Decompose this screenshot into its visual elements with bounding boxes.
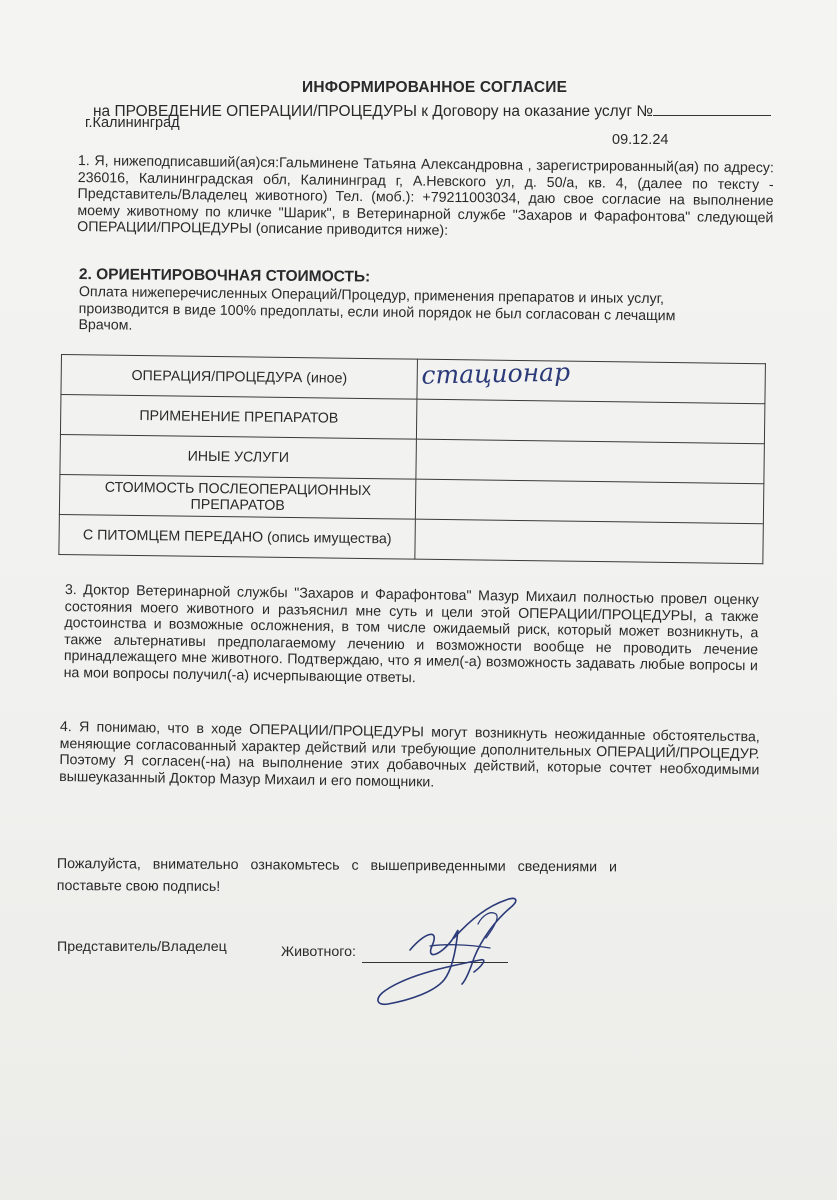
signature	[370, 880, 540, 1030]
subtitle-text: на ПРОВЕДЕНИЕ ОПЕРАЦИИ/ПРОЦЕДУРЫ к Договору на оказание услуг №	[93, 103, 654, 120]
section-2-text: Оплата нижеперечисленных Операций/Процедур, применения препаратов и иных услуг, производится в виде 100% предоплаты, если иной порядок не был согласован с лечащим Врачом.	[78, 284, 676, 334]
section-1-text: 1. Я, нижеподписавший(ая)ся:Гальминене Татьяна Александровна , зарегистрированный(ая) по адресу: 236016, Калининградская обл, Калининград г, А.Невского ул, д. 50/а, кв. 4, (далее по тексту - Представитель/Владелец животного) Тел. (моб.): +79211003034, даю свое согласие на выполнение моему животному по кличке "Шарик", в Ветеринарной службе "Захаров и Фарафонтова" следующей ОПЕРАЦИИ/ПРОЦЕДУРЫ (описание приводится ниже):	[77, 153, 774, 240]
document-city: г.Калининград	[85, 115, 180, 131]
row-value	[415, 519, 763, 564]
document-title: ИНФОРМИРОВАННОЕ СОГЛАСИЕ	[302, 79, 568, 96]
row-value-handwritten	[417, 359, 765, 404]
row-value	[416, 439, 764, 484]
signature-request: Пожалуйста, внимательно ознакомьтесь с вышеприведенными сведениями и поставьте свою подпись!	[56, 855, 617, 895]
row-label: ИНЫЕ УСЛУГИ	[60, 434, 417, 479]
document-subtitle	[93, 103, 771, 121]
representative-label: Представитель/Владелец	[57, 939, 227, 955]
handwriting-stationar	[418, 354, 619, 401]
row-label: СТОИМОСТЬ ПОСЛЕОПЕРАЦИОННЫХ ПРЕПАРАТОВ	[59, 474, 416, 519]
svg-text:стационар: стационар	[421, 357, 571, 390]
row-value	[416, 479, 764, 524]
cost-table	[58, 354, 766, 564]
section-3-text: 3. Доктор Ветеринарной службы "Захаров и Фарафонтова" Мазур Михаил полностью провел оценку состояния моего животного и разъяснил мне суть и цели этой ОПЕРАЦИИ/ПРОЦЕДУРЫ, а также достоинства и возможные осложнения, в том числе ожидаемый риск, который может возникнуть, а также альтернативы предполагаемому лечению и возможности вообще не проводить лечение принадлежащего мне животного. Подтверждаю, что я имел(-а) возможность задавать любые вопросы и на мои вопросы получил(-а) исчерпывающие ответы.	[63, 582, 759, 687]
section-4-text: 4. Я понимаю, что в ходе ОПЕРАЦИИ/ПРОЦЕДУРЫ могут возникнуть неожиданные обстоятельства, меняющие согласованный характер действий или требующие дополнительных ОПЕРАЦИЙ/ПРОЦЕДУР. Поэтому Я согласен(-на) на выполнение этих добавочных действий, которые сочтет необходимыми вышеуказанный Доктор Мазур Михаил и его помощники.	[59, 719, 760, 791]
row-label: ОПЕРАЦИЯ/ПРОЦЕДУРА (иное)	[61, 355, 418, 400]
row-label: С ПИТОМЦЕМ ПЕРЕДАНО (опись имущества)	[59, 514, 416, 559]
document-date: 09.12.24	[612, 132, 669, 148]
contract-number-line	[653, 103, 771, 116]
row-value	[417, 399, 765, 444]
section-2-heading: 2. ОРИЕНТИРОВОЧНАЯ СТОИМОСТЬ:	[78, 266, 371, 286]
table-row	[59, 514, 763, 563]
row-label: ПРИМЕНЕНИЕ ПРЕПАРАТОВ	[60, 395, 417, 440]
animal-label: Животного:	[281, 944, 356, 960]
